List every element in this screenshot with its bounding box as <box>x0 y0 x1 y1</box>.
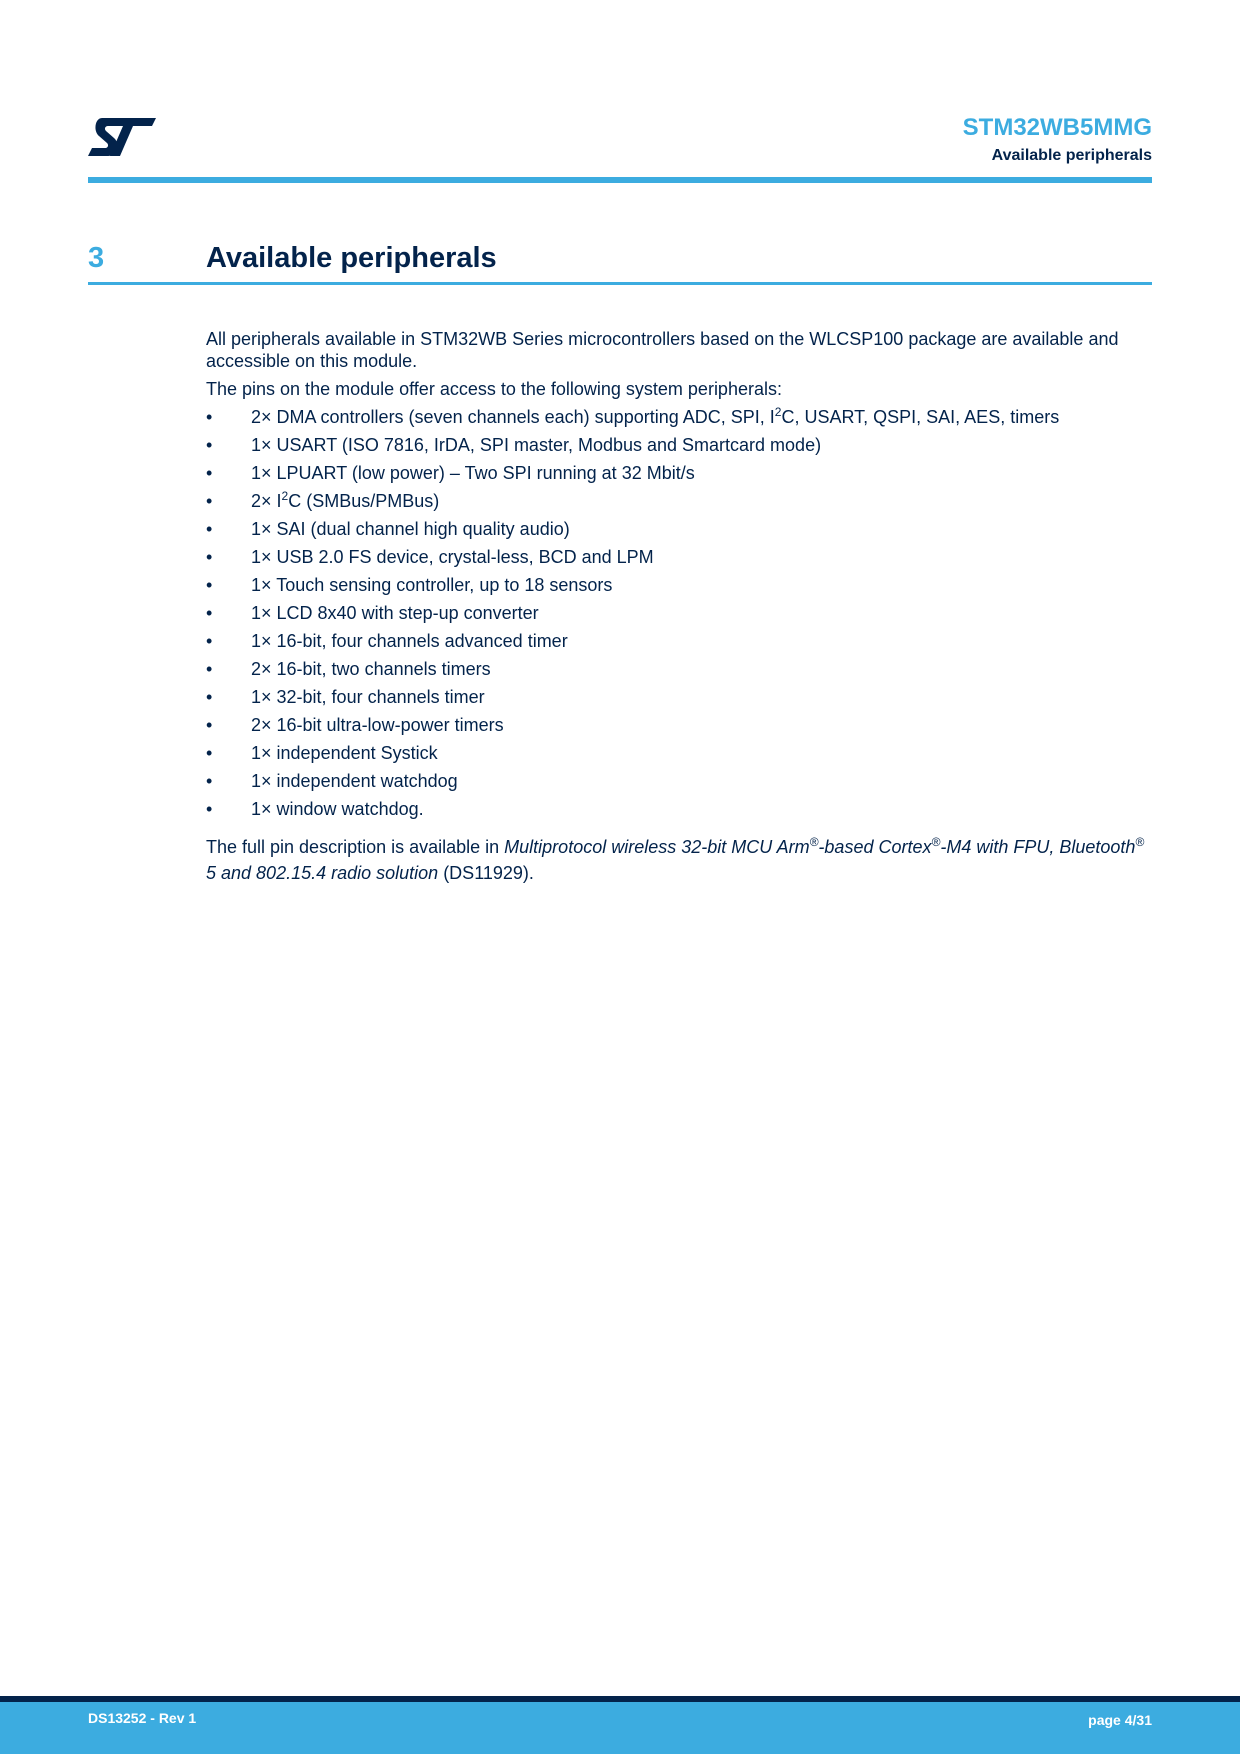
document-title: STM32WB5MMG <box>962 114 1152 141</box>
list-item: • 2× 16-bit ultra-low-power timers <box>206 715 504 735</box>
st-logo-icon <box>88 118 156 156</box>
section-divider <box>88 282 1152 285</box>
list-item: • 1× window watchdog. <box>206 799 424 819</box>
bullet-icon: • <box>206 687 213 707</box>
list-item: • 1× SAI (dual channel high quality audio) <box>206 519 570 539</box>
section-body <box>206 328 1152 886</box>
list-item: • 2× 16-bit, two channels timers <box>206 659 491 679</box>
list-item: • 1× independent Systick <box>206 743 438 763</box>
bullet-icon: • <box>206 407 213 427</box>
section-title: Available peripherals <box>206 242 497 274</box>
list-item: • 1× LCD 8x40 with step-up converter <box>206 603 539 623</box>
intro-paragraph: All peripherals available in STM32WB Series microcontrollers based on the WLCSP100 package are available and accessible on this module. <box>206 329 1119 371</box>
referenced-document-title: Multiprotocol wireless 32-bit MCU Arm®-based Cortex®-M4 with FPU, Bluetooth® 5 and 802.15.4 radio solution <box>206 835 1145 883</box>
bullet-icon: • <box>206 435 213 455</box>
bullet-icon: • <box>206 743 213 763</box>
bullet-icon: • <box>206 715 213 735</box>
list-item: • $2\times I^2C$ (SMBus/PMBus) <box>206 489 440 511</box>
bullet-icon: • <box>206 799 213 819</box>
lead-paragraph: The pins on the module offer access to the following system peripherals: <box>206 379 782 399</box>
list-item: • 1× 32-bit, four channels timer <box>206 687 485 707</box>
bullet-icon: • <box>206 463 213 483</box>
bullet-icon: • <box>206 631 213 651</box>
list-item: • 1× 16-bit, four channels advanced timer <box>206 631 568 651</box>
header-divider <box>88 177 1152 183</box>
bullet-icon: • <box>206 575 213 595</box>
list-item: • 1× independent watchdog <box>206 771 458 791</box>
section-number: 3 <box>88 242 105 274</box>
peripheral-list <box>206 406 1152 820</box>
closing-paragraph: The full pin description is available in Multiprotocol wireless 32-bit MCU Arm®-based Cortex®-M4 with FPU, Bluetooth® 5 and 802.15.4 radio solution (DS11929). <box>206 835 1145 883</box>
list-item: • 2× DMA controllers (seven channels each) supporting ADC, SPI, $I^2C$, USART, QSPI, SAI, AES, timers <box>206 405 1060 427</box>
list-item: • 1× USB 2.0 FS device, crystal-less, BCD and LPM <box>206 547 654 567</box>
bullet-icon: • <box>206 519 213 539</box>
page-number: page 4/31 <box>1088 1712 1152 1728</box>
bullet-icon: • <box>206 491 213 511</box>
list-item: • 1× USART (ISO 7816, IrDA, SPI master, Modbus and Smartcard mode) <box>206 435 822 455</box>
document-id: DS13252 - Rev 1 <box>88 1710 197 1726</box>
list-item: • 1× LPUART (low power) – Two SPI running at 32 Mbit/s <box>206 463 695 483</box>
document-subtitle: Available peripherals <box>991 147 1152 164</box>
bullet-icon: • <box>206 659 213 679</box>
bullet-icon: • <box>206 771 213 791</box>
bullet-icon: • <box>206 547 213 567</box>
bullet-icon: • <box>206 603 213 623</box>
list-item: • 1× Touch sensing controller, up to 18 sensors <box>206 575 613 595</box>
